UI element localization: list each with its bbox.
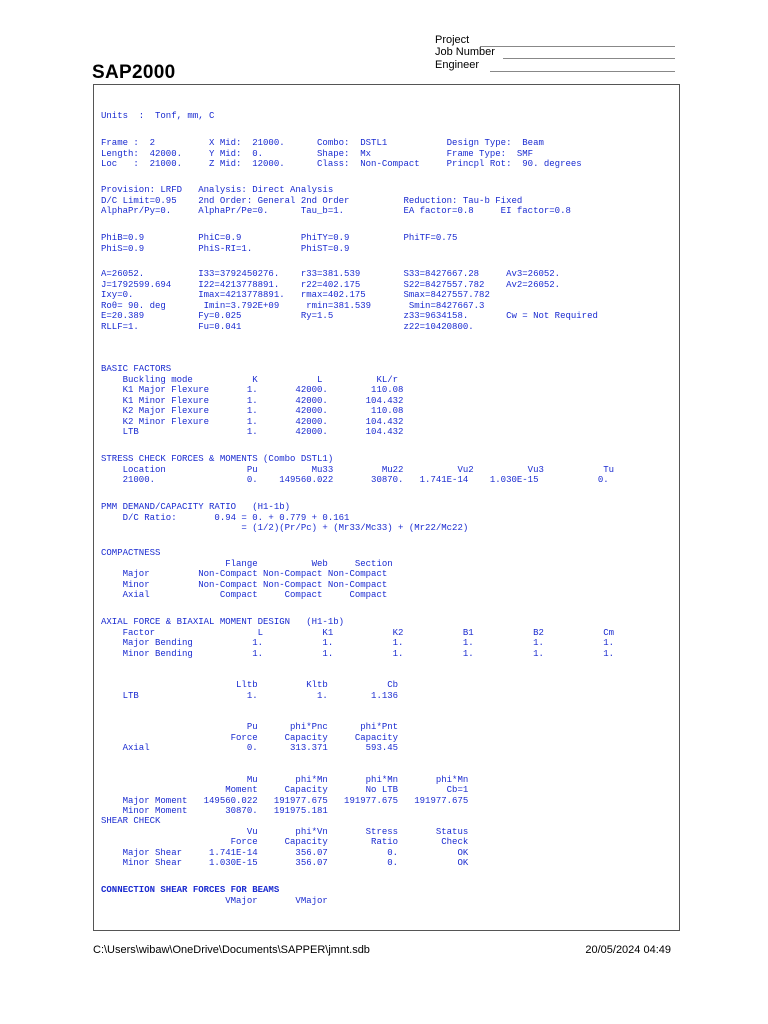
frame-info: Frame : 2 X Mid: 21000. Combo: DSTL1 Design Type: Beam Length: 42000. Y Mid: 0. Shape: Mx Frame Type: SMF Loc : 21000. Z Mid: 12000. Class: Non-Compact Princpl Rot: 90. degrees — [101, 138, 582, 169]
stress-check-table: STRESS CHECK FORCES & MOMENTS (Combo DSTL1) Location Pu Mu33 Mu22 Vu2 Vu3 Tu 21000. 0. 149560.022 30870. 1.741E-14 1.030E-15 0. — [101, 454, 615, 485]
shear-check-table: SHEAR CHECK Vu phi*Vn Stress Status Force Capacity Ratio Check Major Shear 1.741E-14 356.07 0. OK Minor Shear 1.030E-15 356.07 0. OK — [101, 816, 469, 868]
job-number-label: Job Number — [435, 46, 495, 58]
axial-biaxial-table: AXIAL FORCE & BIAXIAL MOMENT DESIGN (H1-1b) Factor L K1 K2 B1 B2 Cm Major Bending 1. 1. 1. 1. 1. 1. Minor Bending 1. 1. 1. 1. 1. 1. Lltb Kltb Cb LTB 1. 1. 1.136 Pu phi*Pnc phi*Pnt Force Capacity Capacity Axial 0. 313.371 593.45 Mu phi*Mn phi*Mn phi*Mn Moment Capacity No LTB Cb=1 Major Moment 149560.022 191977.675 191977.675 191977.675 Minor Moment 30870. 191975.181 — [101, 617, 615, 816]
compactness-table: COMPACTNESS Flange Web Section Major Non-Compact Non-Compact Non-Compact Minor Non-Compact Non-Compact Non-Compact Axial Compact Compact Compact — [101, 548, 393, 600]
project-label: Project — [435, 34, 470, 46]
project-underline — [480, 46, 675, 47]
connection-shear-title: CONNECTION SHEAR FORCES FOR BEAMS — [101, 885, 280, 895]
basic-factors-table: BASIC FACTORS Buckling mode K L KL/r K1 Major Flexure 1. 42000. 110.08 K1 Minor Flexure 1. 42000. 104.432 K2 Major Flexure 1. 42000. 110.08 K2 Minor Flexure 1. 42000. 104.432 LTB 1. 42000. 104.432 — [101, 364, 404, 437]
engineer-label: Engineer — [435, 59, 480, 71]
units-line: Units : Tonf, mm, C — [101, 111, 215, 121]
section-properties: A=26052. I33=3792450276. r33=381.539 S33=8427667.28 Av3=26052. J=1792599.694 I22=4213778891. r22=402.175 S22=8427557.782 Av2=26052. Ixy=0. Imax=4213778891. rmax=402.175 Smax=8427557.782 Roθ= 90. deg Imin=3.792E+09 rmin=381.539 Smin=8427667.3 E=20.389 Fy=0.025 Ry=1.5 z33=9634158. Cw = Not Required RLLF=1. Fu=0.041 z22=10420800. — [101, 269, 598, 332]
print-datetime: 20/05/2024 04:49 — [585, 944, 671, 956]
phi-factors: PhiB=0.9 PhiC=0.9 PhiTY=0.9 PhiTF=0.75 PhiS=0.9 PhiS-RI=1. PhiST=0.9 — [101, 233, 458, 254]
file-path: C:\Users\wibaw\OneDrive\Documents\SAPPER\jmnt.sdb — [93, 944, 370, 956]
connection-shear-columns: VMajor VMajor — [101, 896, 328, 906]
provision-info: Provision: LRFD Analysis: Direct Analysis D/C Limit=0.95 2nd Order: General 2nd Order Reduction: Tau-b Fixed AlphaPr/Py=0. AlphaPr/Pe=0. Tau_b=1. EA factor=0.8 EI factor=0.8 — [101, 185, 571, 216]
app-title: SAP2000 — [92, 62, 176, 83]
engineer-underline — [490, 71, 675, 72]
pmm-ratio: PMM DEMAND/CAPACITY RATIO (H1-1b) D/C Ratio: 0.94 = 0. + 0.779 + 0.161 = (1/2)(Pr/Pc) + (Mr33/Mc33) + (Mr22/Mc22) — [101, 502, 469, 533]
job-number-underline — [503, 58, 675, 59]
